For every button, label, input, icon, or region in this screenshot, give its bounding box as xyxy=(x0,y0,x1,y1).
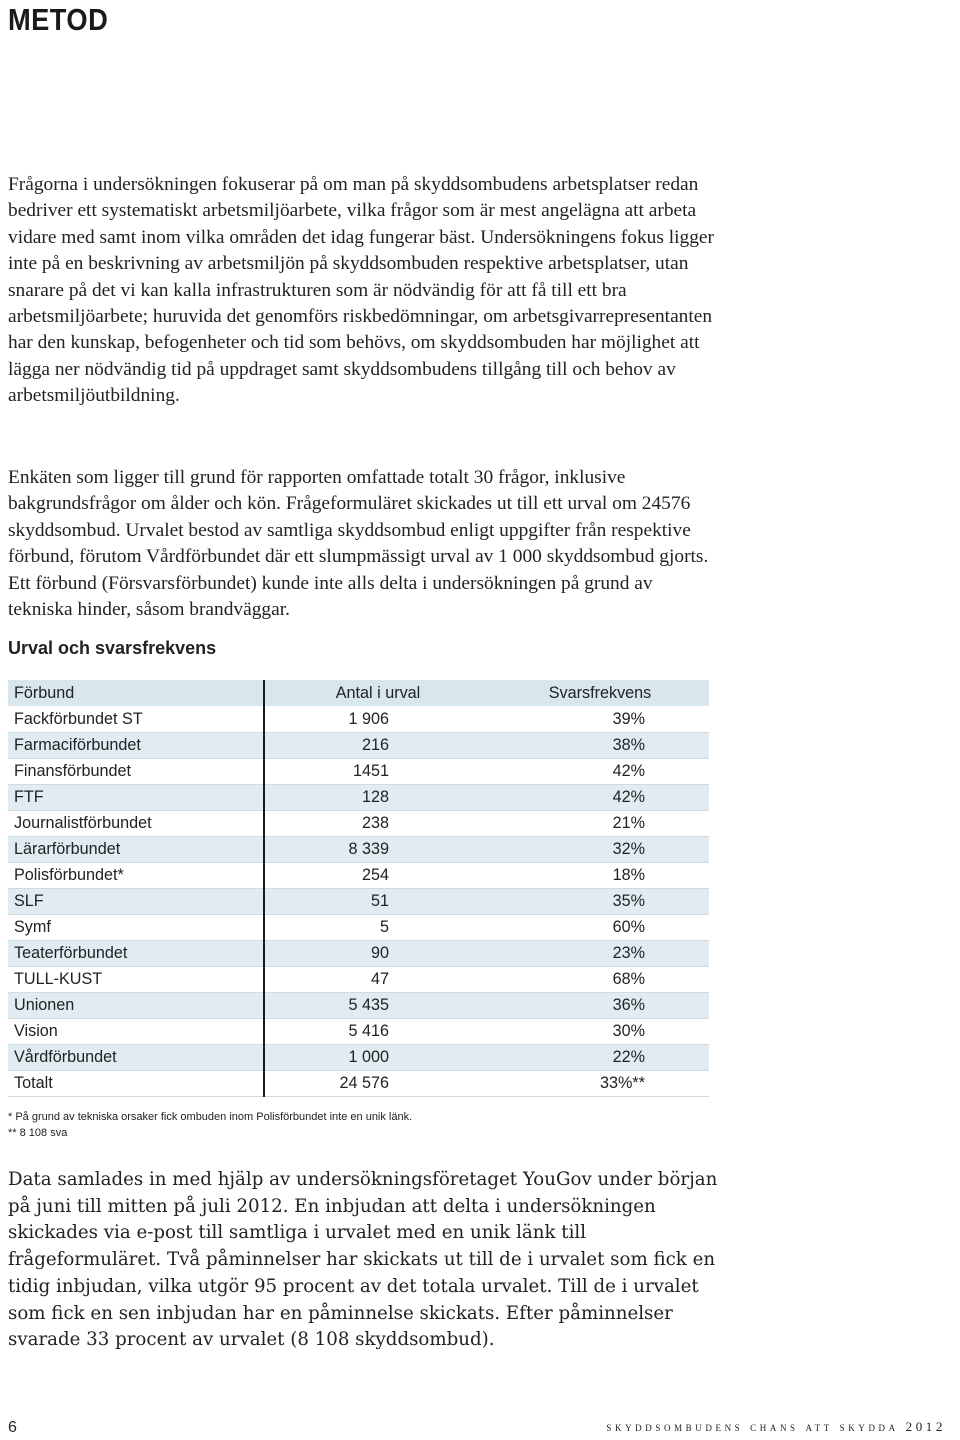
response-rate-cell: 32% xyxy=(491,837,709,863)
table-row xyxy=(8,837,709,863)
union-name-cell: Symf xyxy=(8,915,264,941)
response-rate-cell: 22% xyxy=(491,1045,709,1071)
response-rate-cell: 42% xyxy=(491,759,709,785)
response-rate-cell: 30% xyxy=(491,1019,709,1045)
table-row xyxy=(8,889,709,915)
union-name-cell: SLF xyxy=(8,889,264,915)
union-name-cell: Journalistförbundet xyxy=(8,811,264,837)
data-collection-paragraph: Data samlades in med hjälp av undersökningsföretaget YouGov under början på juni till mitten på juli 2012. En inbjudan att delta i undersökningen skickades via e-post till samtliga i urvalet med en unik länk till frågeformuläret. Två påminnelser har skickats ut till de i urvalet som fick en tidig inbjudan, vilka utgör 95 procent av det totala urvalet. Till de i urvalet som fick en sen inbjudan har en påminnelse skickats. Efter påminnelser svarade 33 procent av urvalet (8 108 skyddsombud). xyxy=(8,1169,718,1351)
union-name-cell: TULL-KUST xyxy=(8,967,264,993)
column-header-response-rate: Svarsfrekvens xyxy=(491,680,709,707)
table-header-row xyxy=(8,680,709,707)
response-rate-cell: 42% xyxy=(491,785,709,811)
table-title: Urval och svarsfrekvens xyxy=(8,638,217,658)
table-row xyxy=(8,759,709,785)
running-title: skyddsombudens chans att skydda 2012 xyxy=(606,1419,946,1434)
column-header-union: Förbund xyxy=(8,680,264,707)
union-name-cell: FTF xyxy=(8,785,264,811)
union-name-cell: Vårdförbundet xyxy=(8,1045,264,1071)
union-name-cell: Teaterförbundet xyxy=(8,941,264,967)
response-rate-cell: 60% xyxy=(491,915,709,941)
union-name-cell: Polisförbundet* xyxy=(8,863,264,889)
sample-size-cell: 128 xyxy=(264,785,491,811)
table-row xyxy=(8,915,709,941)
sample-size-cell: 5 435 xyxy=(264,993,491,1019)
sample-size-cell: 238 xyxy=(264,811,491,837)
sample-size-cell: 1 000 xyxy=(264,1045,491,1071)
sample-size-cell: 24 576 xyxy=(264,1071,491,1097)
union-name-cell: Farmaciförbundet xyxy=(8,733,264,759)
sample-size-cell: 1 906 xyxy=(264,707,491,733)
sample-size-cell: 1451 xyxy=(264,759,491,785)
table-row xyxy=(8,1071,709,1097)
union-name-cell: Finansförbundet xyxy=(8,759,264,785)
response-rate-cell: 33%** xyxy=(491,1071,709,1097)
table-row xyxy=(8,811,709,837)
table-row xyxy=(8,863,709,889)
response-rate-cell: 36% xyxy=(491,993,709,1019)
table-row xyxy=(8,733,709,759)
response-rate-cell: 21% xyxy=(491,811,709,837)
union-name-cell: Lärarförbundet xyxy=(8,837,264,863)
sample-size-cell: 51 xyxy=(264,889,491,915)
union-name-cell: Fackförbundet ST xyxy=(8,707,264,733)
sample-size-cell: 254 xyxy=(264,863,491,889)
table-row xyxy=(8,993,709,1019)
table-body xyxy=(8,707,709,1097)
sample-size-cell: 5 416 xyxy=(264,1019,491,1045)
column-header-sample-size: Antal i urval xyxy=(264,680,491,707)
sample-size-cell: 8 339 xyxy=(264,837,491,863)
table-row xyxy=(8,707,709,733)
response-rate-table xyxy=(8,680,709,1097)
union-name-cell: Unionen xyxy=(8,993,264,1019)
table-row xyxy=(8,941,709,967)
union-name-cell: Totalt xyxy=(8,1071,264,1097)
table-row xyxy=(8,967,709,993)
sample-size-cell: 90 xyxy=(264,941,491,967)
footnote-police: * På grund av tekniska orsaker fick ombuden inom Polisförbundet inte en unik länk. xyxy=(8,1111,413,1123)
sample-size-cell: 47 xyxy=(264,967,491,993)
union-name-cell: Vision xyxy=(8,1019,264,1045)
table-row xyxy=(8,785,709,811)
response-rate-cell: 35% xyxy=(491,889,709,915)
footnote-responses: ** 8 108 sva xyxy=(8,1127,68,1139)
sample-size-cell: 216 xyxy=(264,733,491,759)
page-heading: METOD xyxy=(8,2,109,37)
page-number: 6 xyxy=(8,1419,17,1436)
response-rate-cell: 23% xyxy=(491,941,709,967)
survey-paragraph: Enkäten som ligger till grund för rapporten omfattade totalt 30 frågor, inklusive bakgrundsfrågor om ålder och kön. Frågeformuläret skickades ut till ett urval om 24576 skyddsombud. Urvalet bestod av samtliga skyddsombud enligt uppgifter från respektive förbund, förutom Vårdförbundet där ett slumpmässigt urval av 1 000 skyddsombud gjorts. Ett förbund (Försvarsförbundet) kunde inte alls delta i undersökningen på grund av tekniska hinder, såsom brandväggar. xyxy=(8,467,709,621)
response-rate-cell: 18% xyxy=(491,863,709,889)
table-row xyxy=(8,1045,709,1071)
response-rate-cell: 38% xyxy=(491,733,709,759)
response-rate-cell: 39% xyxy=(491,707,709,733)
intro-paragraph: Frågorna i undersökningen fokuserar på om man på skyddsombudens arbetsplatser redan bedriver ett systematiskt arbetsmiljöarbete, vilka frågor som är mest angelägna att arbeta vidare med samt inom vilka områden det idag fungerar bäst. Undersökningens fokus ligger inte på en beskrivning av arbetsmiljön på skyddsombuden respektive arbetsplatser, utan snarare på det vi kan kalla infrastrukturen som är nödvändig för att få till ett bra arbetsmiljöarbete; huruvida det genomförs riskbedömningar, om arbetsgivarrepresentanten har den kunskap, befogenheter och tid som behövs, om skyddsombuden har möjlighet att lägga ner nödvändig tid på uppdraget samt skyddsombudens tillgång till och behov av arbetsmiljöutbildning. xyxy=(8,174,714,407)
sample-size-cell: 5 xyxy=(264,915,491,941)
response-rate-cell: 68% xyxy=(491,967,709,993)
table-row xyxy=(8,1019,709,1045)
